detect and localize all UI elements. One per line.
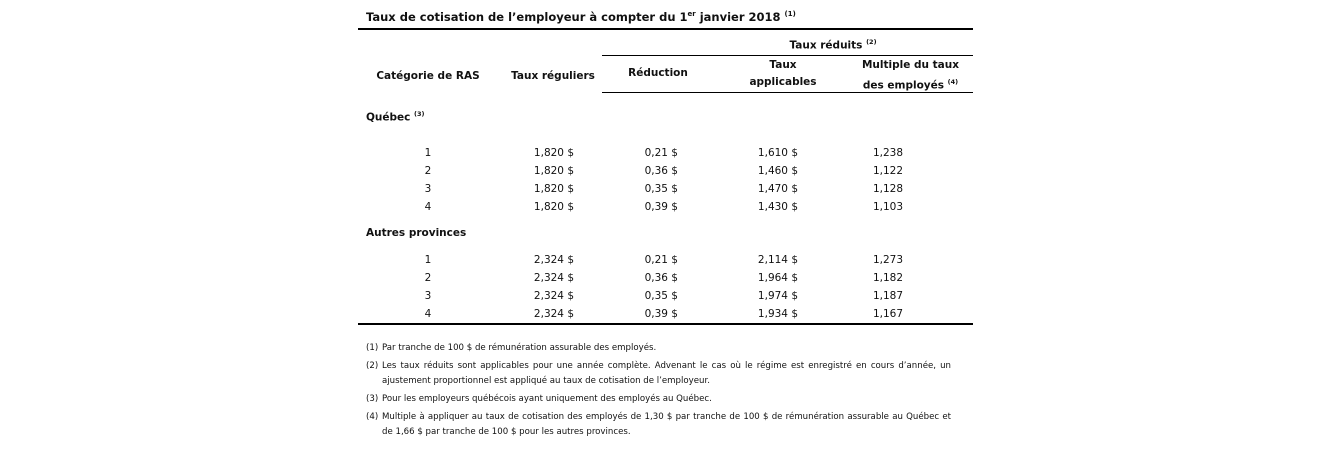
- header-taux-reguliers: Taux réguliers: [511, 70, 595, 82]
- header-underline: [602, 92, 973, 93]
- table-cell-reguliers: 1,820 $: [533, 165, 574, 177]
- section-quebec-label: [366, 110, 425, 124]
- table-cell-cat: 2: [424, 272, 432, 284]
- header-group-label: Taux réduits: [789, 39, 863, 52]
- footnote-text: Les taux réduits sont applicables pour une année complète. Advenant le cas où le régime est enregistré en cours d’année, un ajustement proportionnel est appliqué au taux de cotisation de l’employeur.: [382, 361, 951, 386]
- header-taux-applicables-line2: applicables: [749, 76, 817, 88]
- table-cell-reguliers: 2,324 $: [533, 272, 574, 284]
- header-group-note: (2): [866, 38, 877, 46]
- table-cell-cat: 4: [424, 308, 432, 320]
- table-cell-reduction: 0,39 $: [644, 201, 678, 213]
- table-cell-cat: 1: [424, 254, 432, 266]
- table-cell-applicables: 1,430 $: [757, 201, 798, 213]
- table-cell-reduction: 0,21 $: [644, 147, 678, 159]
- top-rule: [358, 28, 973, 30]
- table-cell-applicables: 2,114 $: [757, 254, 798, 266]
- footnote-number: (3): [366, 394, 379, 404]
- section-autres-label: [366, 227, 466, 239]
- table-cell-applicables: 1,964 $: [757, 272, 798, 284]
- header-taux-applicables-line1: Taux: [769, 59, 797, 71]
- footnote-number: (1): [366, 343, 379, 353]
- table-cell-multiple: 1,182: [872, 272, 904, 284]
- title-superscript: er: [687, 10, 696, 19]
- table-cell-multiple: 1,128: [872, 183, 904, 195]
- header-multiple: [848, 57, 973, 95]
- footnote-number: (4): [366, 412, 379, 422]
- header-reduction: Réduction: [628, 67, 688, 79]
- table-cell-cat: 3: [424, 290, 432, 302]
- bottom-rule: [358, 323, 973, 325]
- table-cell-reduction: 0,35 $: [644, 290, 678, 302]
- table-cell-reduction: 0,36 $: [644, 272, 678, 284]
- table-cell-reduction: 0,35 $: [644, 183, 678, 195]
- table-cell-multiple: 1,122: [872, 165, 904, 177]
- table-cell-reguliers: 1,820 $: [533, 147, 574, 159]
- footnote-text: Par tranche de 100 $ de rémunération assurable des employés.: [382, 343, 657, 353]
- table-cell-reduction: 0,21 $: [644, 254, 678, 266]
- table-title: [366, 10, 796, 24]
- footnote-text: Multiple à appliquer au taux de cotisation des employés de 1,30 $ par tranche de 100 $ de rémunération assurable au Québec et de 1,66 $ par tranche de 100 $ pour les autres provinces.: [382, 412, 951, 437]
- table-cell-applicables: 1,974 $: [757, 290, 798, 302]
- header-categorie: Catégorie de RAS: [376, 70, 480, 82]
- table-cell-applicables: 1,934 $: [757, 308, 798, 320]
- table-cell-cat: 4: [424, 201, 432, 213]
- footnote-text: Pour les employeurs québécois ayant uniquement des employés au Québec.: [382, 394, 712, 404]
- section-quebec-note: (3): [414, 110, 425, 118]
- header-taux-applicables: [733, 57, 833, 91]
- table-cell-reduction: 0,39 $: [644, 308, 678, 320]
- table-cell-cat: 2: [424, 165, 432, 177]
- table-cell-applicables: 1,470 $: [757, 183, 798, 195]
- header-multiple-line2: des employés: [862, 79, 945, 92]
- title-text-end: janvier 2018: [695, 10, 781, 24]
- section-autres-text: Autres provinces: [366, 227, 467, 239]
- table-cell-cat: 3: [424, 183, 432, 195]
- section-quebec-text: Québec: [366, 111, 411, 124]
- footnote: [366, 359, 951, 389]
- group-underline: [602, 55, 973, 56]
- footnotes: [366, 341, 951, 443]
- table-cell-applicables: 1,610 $: [757, 147, 798, 159]
- title-note-ref: (1): [784, 10, 796, 19]
- footnote-number: (2): [366, 361, 379, 371]
- table-cell-reguliers: 1,820 $: [533, 201, 574, 213]
- footnote: [366, 410, 951, 440]
- table-cell-reduction: 0,36 $: [644, 165, 678, 177]
- footnote: [366, 341, 951, 356]
- table-cell-applicables: 1,460 $: [757, 165, 798, 177]
- title-text: Taux de cotisation de l’employeur à compter du 1: [366, 10, 688, 24]
- header-multiple-note: (4): [947, 78, 959, 86]
- table-cell-multiple: 1,238: [872, 147, 904, 159]
- table-cell-multiple: 1,167: [872, 308, 904, 320]
- header-taux-reduits: [708, 34, 958, 55]
- table-cell-cat: 1: [424, 147, 432, 159]
- table-cell-multiple: 1,187: [872, 290, 904, 302]
- table-cell-reguliers: 2,324 $: [533, 308, 574, 320]
- table-cell-reguliers: 2,324 $: [533, 254, 574, 266]
- header-multiple-line1: Multiple du taux: [861, 59, 960, 71]
- footnote: [366, 392, 951, 407]
- table-cell-reguliers: 1,820 $: [533, 183, 574, 195]
- table-cell-multiple: 1,273: [872, 254, 904, 266]
- table-cell-reguliers: 2,324 $: [533, 290, 574, 302]
- table-cell-multiple: 1,103: [872, 201, 904, 213]
